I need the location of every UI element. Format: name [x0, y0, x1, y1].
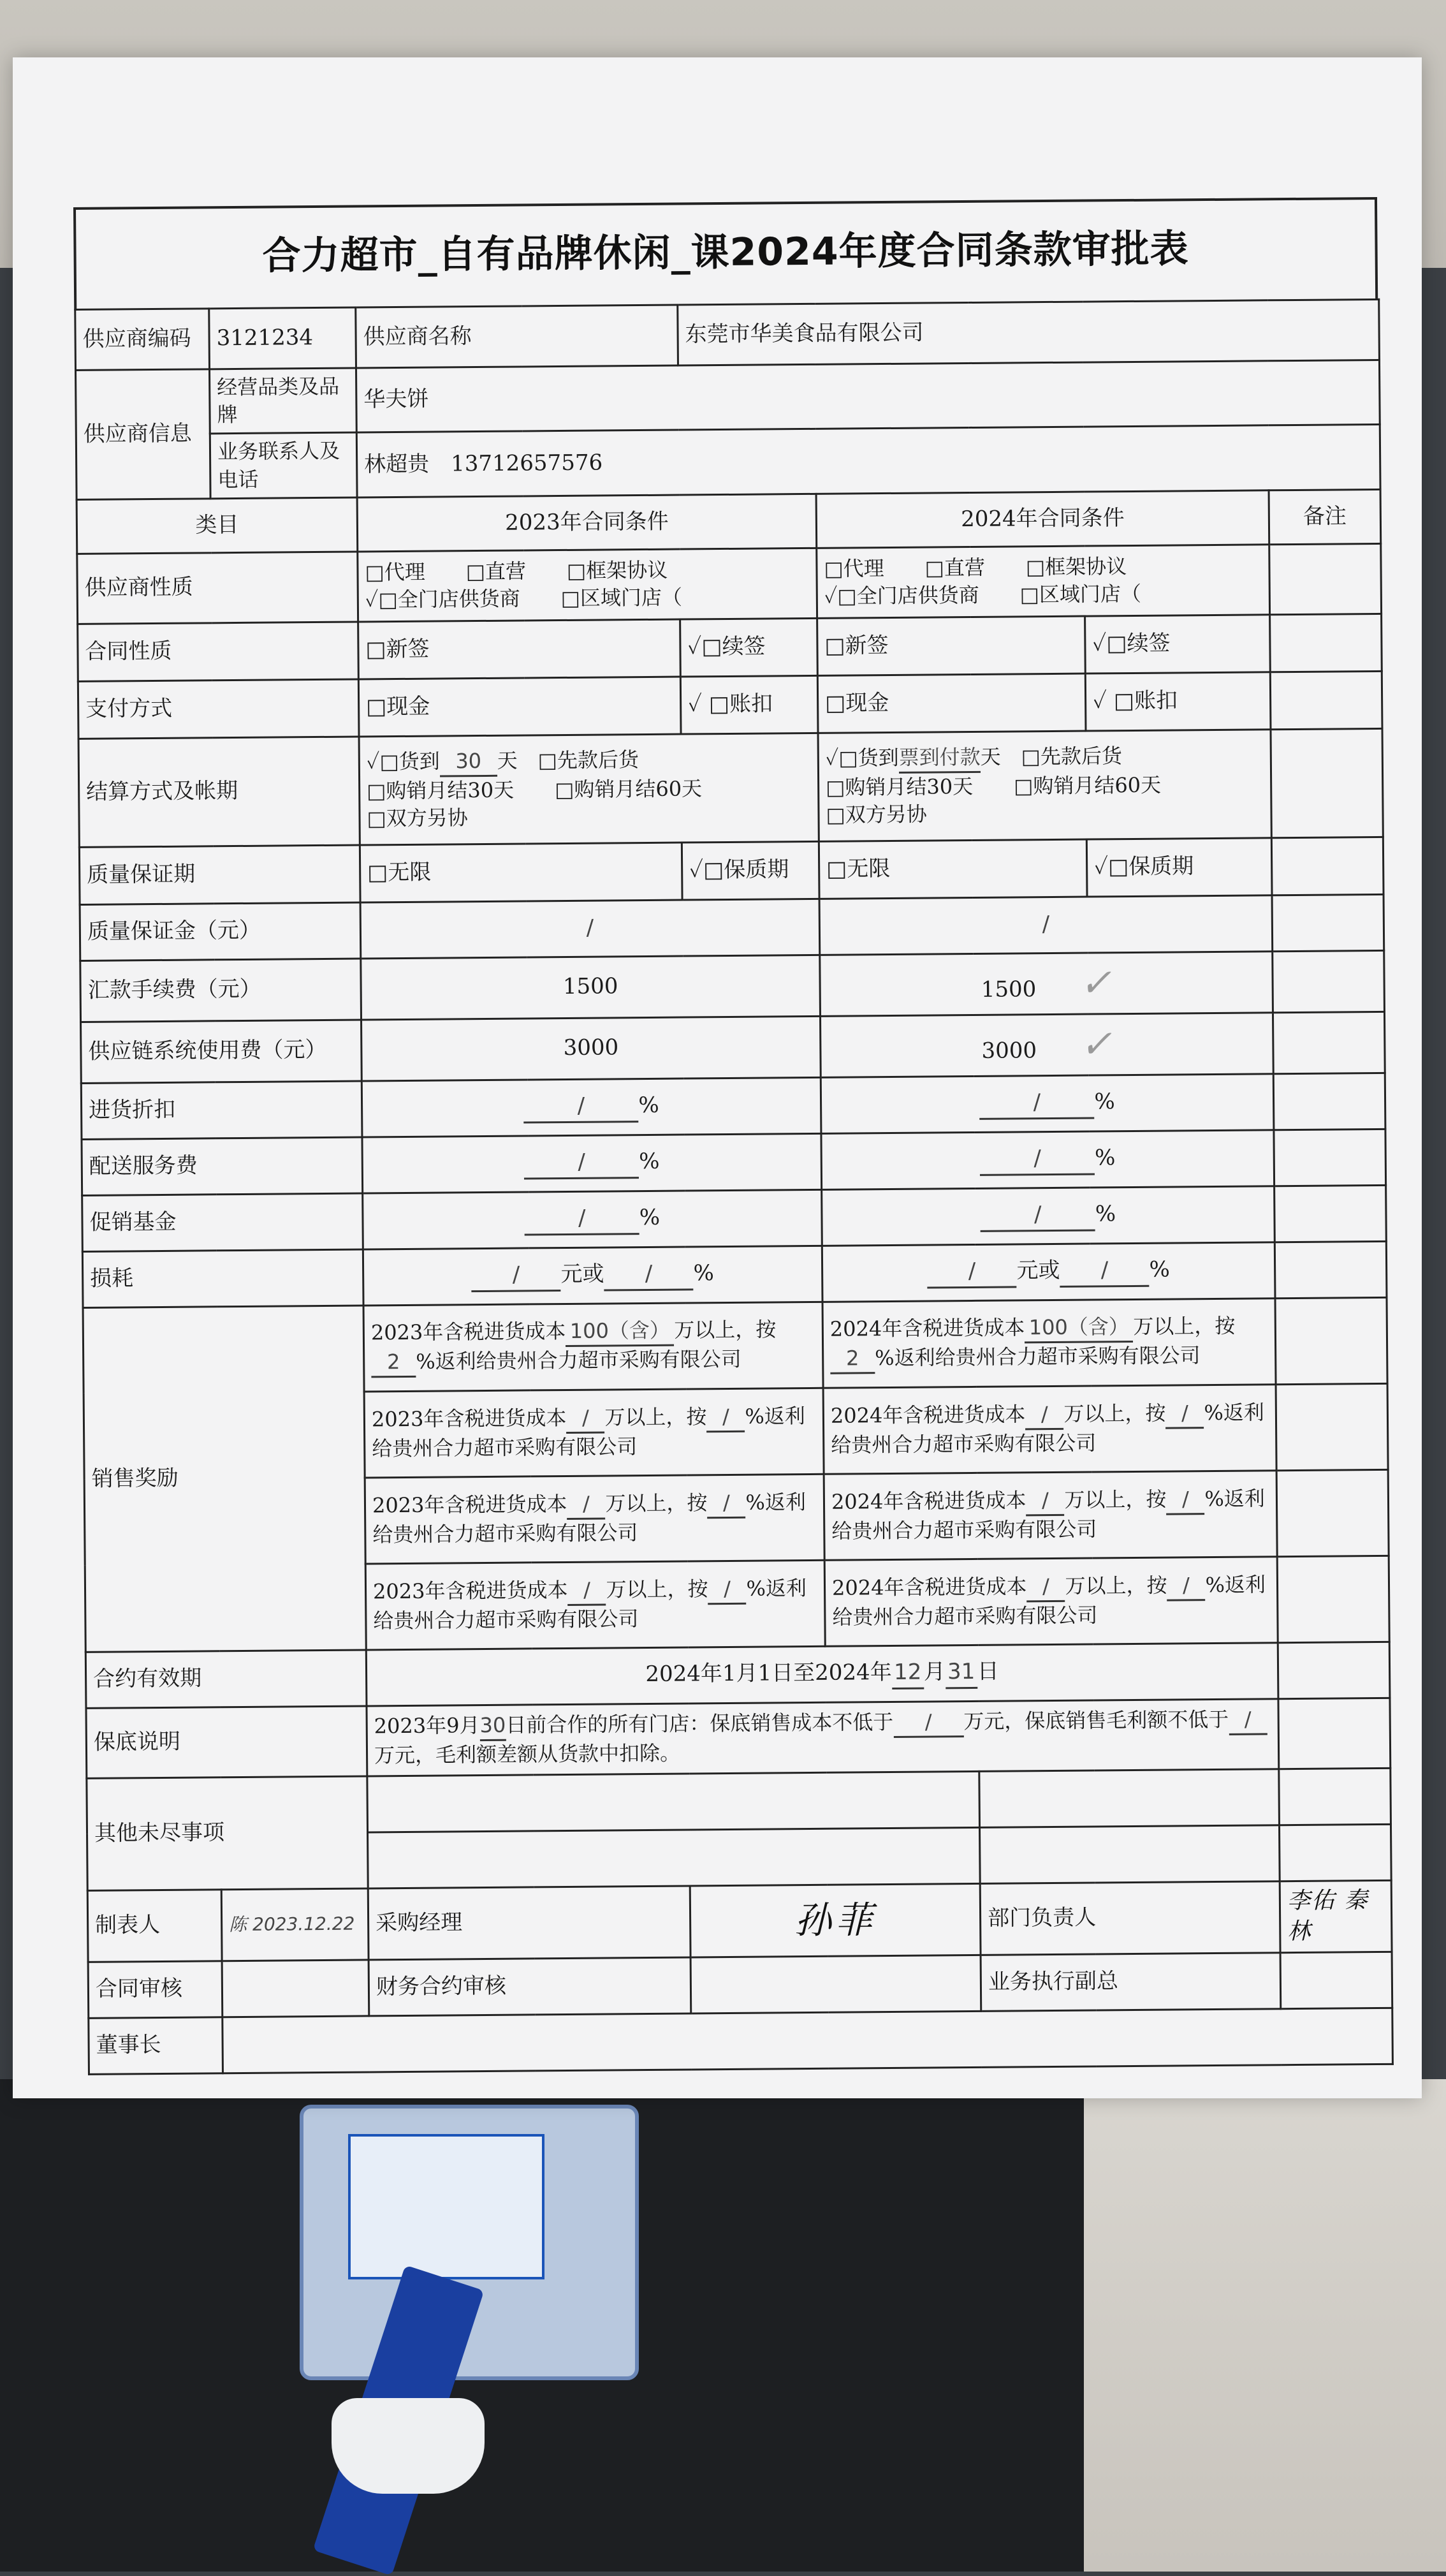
remark-cell	[1276, 1383, 1388, 1470]
form-title: 合力超市_自有品牌休闲_课2024年度合同条款审批表	[73, 197, 1378, 309]
settlement-2024-other: □双方另协	[826, 802, 927, 828]
tier2-2023-amount: /	[566, 1404, 604, 1434]
promo-fund-label: 促销基金	[82, 1193, 363, 1251]
tier1-2024-amount: 100（含）	[1025, 1313, 1133, 1344]
guarantee-pre: 2023年9月	[374, 1712, 480, 1738]
tier4-2024-pct: /	[1167, 1571, 1205, 1601]
settlement-2023-days: 30	[440, 747, 497, 777]
supplier-nature-label: 供应商性质	[77, 552, 358, 624]
loss-2024-blank1: /	[927, 1256, 1016, 1288]
remark-cell	[1279, 1824, 1391, 1881]
check-mark-icon: ✓	[1079, 1021, 1113, 1067]
tier1-2023-pre: 2023年含税进货成本	[370, 1318, 566, 1344]
tier2-2023-pct: /	[706, 1403, 745, 1433]
tier1-2024-mid: 万以上，按	[1133, 1313, 1236, 1339]
tier4-2023-post: %返利给贵州合力超市采购有限公司	[373, 1576, 807, 1633]
sales-reward-2024-tier3	[824, 1470, 1277, 1560]
remark-cell	[1276, 1469, 1389, 1556]
sales-reward-2023-tier1	[363, 1302, 823, 1392]
tier3-2023-pre: 2023年含税进货成本	[372, 1492, 567, 1518]
purchase-manager-signature: 孙菲	[690, 1883, 981, 1957]
guarantee-value	[367, 1698, 1279, 1776]
loss-2024	[822, 1242, 1275, 1302]
settlement-2023-goods: ✓□货到	[366, 749, 440, 774]
tier2-2023-mid: 万以上，按	[604, 1404, 707, 1430]
loss-2024-unit: %	[1149, 1256, 1170, 1283]
tier2-2024-post: %返利给贵州合力超市采购有限公司	[831, 1400, 1264, 1457]
warranty-unlimited-2024: □无限	[819, 839, 1087, 899]
promo-fund-2023	[363, 1189, 822, 1249]
supplier-code-label: 供应商编码	[75, 309, 210, 371]
remark-cell	[1274, 1241, 1387, 1298]
tier2-2024-mid: 万以上，按	[1063, 1401, 1166, 1426]
lanyard-clip	[332, 2398, 485, 2494]
contract-renew-2023: ✓□续签	[680, 618, 818, 677]
purchase-manager-label: 采购经理	[368, 1886, 690, 1960]
settlement-2024-monthly: □购销月结30天 □购销月结60天	[826, 772, 1162, 800]
settlement-2024-goods: ✓□货到	[825, 745, 899, 770]
other-matters-label: 其他未尽事项	[87, 1776, 368, 1890]
validity-text-mid: 月	[923, 1659, 946, 1685]
loss-2024-blank2: /	[1060, 1256, 1149, 1288]
tier1-2024-pre: 2024年含税进货成本	[829, 1314, 1025, 1341]
supplier-name-label: 供应商名称	[356, 305, 678, 368]
other-matters-cell	[979, 1769, 1280, 1827]
tier3-2024-post: %返利给贵州合力超市采购有限公司	[831, 1486, 1265, 1543]
sales-reward-2024-tier2	[823, 1384, 1276, 1474]
payment-cash-2024: □现金	[817, 673, 1086, 733]
validity-day: 31	[946, 1658, 977, 1689]
check-mark-icon: ✓	[1079, 960, 1112, 1006]
guarantee-blank2: /	[1229, 1705, 1267, 1735]
vp-cell	[1280, 1952, 1392, 2008]
settlement-2024-prepay: 天 □先款后货	[980, 744, 1123, 769]
remark-cell	[1270, 614, 1382, 672]
guarantee-mid: 日前合作的所有门店：保底销售成本不低于	[506, 1709, 894, 1737]
contract-nature-label: 合同性质	[78, 622, 359, 681]
chairman-cell	[223, 2008, 1393, 2073]
validity-text-pre: 2024年1月1日至2024年	[645, 1659, 892, 1687]
dept-head-signature: 李佑 秦林	[1280, 1880, 1392, 1953]
contact-value: 林超贵 13712657576	[356, 425, 1380, 497]
paper-sheet	[13, 57, 1422, 2098]
payment-account-2024: ✓ □账扣	[1085, 672, 1271, 731]
supplier-nature-2024-line2: ✓□全门店供货商 □区域门店（	[824, 582, 1142, 609]
delivery-fee-label: 配送服务费	[82, 1137, 363, 1195]
payment-account-2023: ✓ □账扣	[680, 675, 818, 734]
settlement-2024	[818, 730, 1271, 842]
contact-label: 业务联系人及电话	[210, 432, 357, 498]
tier4-2023-mid: 万以上，按	[606, 1577, 708, 1602]
background-floor	[1084, 2079, 1446, 2572]
remark-cell	[1270, 671, 1382, 729]
deposit-label: 质量保证金（元）	[80, 902, 361, 960]
id-badge	[300, 2105, 639, 2380]
remit-fee-2024: 1500	[981, 976, 1037, 1003]
approval-form	[73, 197, 1392, 2075]
validity-text-post: 日	[977, 1658, 999, 1684]
remark-cell	[1277, 1556, 1389, 1642]
other-matters-cell	[368, 1827, 981, 1888]
loss-2023	[363, 1246, 822, 1306]
supplier-nature-2023-line2: ✓□全门店供货商 □区域门店（	[365, 585, 683, 612]
delivery-fee-2024-blank: /	[980, 1144, 1095, 1175]
header-remark: 备注	[1269, 489, 1381, 544]
promo-fund-2024-unit: %	[1095, 1201, 1116, 1227]
delivery-fee-2023-blank: /	[524, 1147, 639, 1179]
scm-fee-2024: 3000	[981, 1037, 1037, 1064]
remit-fee-label: 汇款手续费（元）	[80, 959, 362, 1022]
loss-2023-blank1: /	[471, 1260, 560, 1292]
scm-fee-2023: 3000	[362, 1016, 821, 1081]
promo-fund-2024	[822, 1186, 1275, 1246]
payment-cash-2023: □现金	[358, 677, 681, 737]
loss-2023-unit: %	[693, 1260, 714, 1286]
tier1-2023-pct: 2	[371, 1348, 416, 1378]
tier3-2023-amount: /	[567, 1490, 605, 1520]
sales-reward-2023-tier4	[365, 1560, 825, 1650]
warranty-unlimited-2023: □无限	[360, 843, 682, 902]
remark-cell	[1279, 1768, 1391, 1825]
purchase-discount-label: 进货折扣	[81, 1081, 362, 1139]
tier2-2023-pre: 2023年含税进货成本	[371, 1406, 567, 1432]
warranty-shelf-2023: ✓□保质期	[682, 841, 819, 900]
remark-cell	[1278, 1698, 1391, 1769]
delivery-fee-2023-unit: %	[638, 1148, 660, 1174]
validity-label: 合约有效期	[85, 1650, 367, 1708]
deposit-2023: /	[360, 899, 820, 959]
settlement-2023-monthly: □购销月结30天 □购销月结60天	[367, 776, 703, 804]
dept-head-label: 部门负责人	[980, 1881, 1280, 1955]
contract-renew-2024: ✓□续签	[1085, 615, 1271, 673]
category-label: 经营品类及品牌	[210, 368, 357, 434]
supplier-name: 东莞市华美食品有限公司	[678, 299, 1380, 365]
purchase-discount-2024-blank: /	[979, 1087, 1094, 1119]
tier4-2024-post: %返利给贵州合力超市采购有限公司	[832, 1572, 1266, 1630]
settlement-label: 结算方式及帐期	[78, 737, 360, 847]
validity-value	[366, 1642, 1278, 1705]
tier3-2023-post: %返利给贵州合力超市采购有限公司	[372, 1490, 807, 1547]
remark-cell	[1272, 894, 1384, 951]
purchase-discount-2023	[362, 1077, 821, 1137]
promo-fund-2024-blank: /	[981, 1200, 1095, 1232]
remark-cell	[1273, 1073, 1385, 1130]
tier4-2023-pct: /	[708, 1575, 746, 1605]
settlement-2023	[359, 733, 819, 845]
form-table	[74, 298, 1394, 2075]
remit-fee-2024-cell	[820, 952, 1273, 1017]
tier4-2023-amount: /	[567, 1577, 606, 1607]
tier2-2024-pre: 2024年含税进货成本	[830, 1402, 1026, 1428]
supplier-nature-2023	[358, 548, 817, 622]
purchase-discount-2023-blank: /	[523, 1091, 638, 1123]
guarantee-label: 保底说明	[86, 1706, 367, 1778]
contract-review-label: 合同审核	[88, 1961, 223, 2019]
maker-label: 制表人	[87, 1890, 222, 1962]
tier1-2024-post: %返利给贵州合力超市采购有限公司	[875, 1343, 1201, 1370]
warranty-shelf-2024: ✓□保质期	[1086, 838, 1272, 897]
guarantee-day: 30	[479, 1711, 506, 1741]
settlement-2024-days: 票到付款	[899, 744, 981, 774]
supplier-nature-2024-line1: □代理 □直营 □框架协议	[824, 554, 1127, 581]
settlement-2023-prepay: 天 □先款后货	[497, 747, 639, 773]
remark-cell	[1273, 1012, 1385, 1073]
tier1-2023-mid: 万以上，按	[674, 1316, 777, 1343]
scm-fee-2024-cell	[820, 1013, 1273, 1078]
loss-2024-or: 元或	[1016, 1257, 1060, 1284]
header-2023: 2023年合同条件	[357, 494, 817, 552]
sales-reward-label: 销售奖励	[83, 1306, 366, 1652]
other-matters-cell	[367, 1771, 980, 1832]
deposit-2024: /	[819, 895, 1273, 955]
tier3-2024-pct: /	[1166, 1485, 1204, 1515]
tier1-2024-pct: 2	[830, 1344, 875, 1374]
sales-reward-2023-tier3	[365, 1474, 824, 1564]
header-2024: 2024年合同条件	[816, 490, 1269, 548]
contract-new-2024: □新签	[817, 616, 1086, 675]
remark-cell	[1273, 950, 1385, 1012]
remark-cell	[1274, 1129, 1386, 1186]
remark-cell	[1269, 543, 1382, 614]
tier2-2024-amount: /	[1025, 1401, 1063, 1431]
tier3-2024-mid: 万以上，按	[1064, 1487, 1167, 1512]
scm-fee-label: 供应链系统使用费（元）	[81, 1020, 362, 1083]
supplier-info-label: 供应商信息	[76, 369, 211, 499]
tier1-2023-amount: 100（含）	[566, 1316, 674, 1347]
loss-label: 损耗	[82, 1249, 363, 1307]
guarantee-mid2: 万元，保底销售毛利额不低于	[963, 1707, 1229, 1733]
guarantee-blank1: /	[893, 1708, 963, 1738]
contract-new-2023: □新签	[358, 619, 681, 679]
vp-label: 业务执行副总	[981, 1953, 1281, 2012]
tier3-2024-amount: /	[1026, 1487, 1064, 1517]
loss-2023-blank2: /	[604, 1259, 693, 1291]
maker-signature: 陈 2023.12.22	[221, 1888, 369, 1961]
tier4-2023-pre: 2023年含税进货成本	[372, 1578, 568, 1604]
remark-cell	[1271, 728, 1383, 837]
badge-card	[348, 2134, 544, 2279]
header-category: 类目	[77, 497, 358, 554]
delivery-fee-2023	[362, 1133, 822, 1193]
purchase-discount-2023-unit: %	[638, 1092, 659, 1118]
finance-review-cell	[690, 1955, 981, 2013]
delivery-fee-2024	[821, 1130, 1274, 1190]
tier1-2023-post: %返利给贵州合力超市采购有限公司	[416, 1346, 741, 1374]
warranty-label: 质量保证期	[79, 845, 360, 904]
tier4-2024-mid: 万以上，按	[1065, 1573, 1167, 1598]
remark-cell	[1271, 837, 1384, 895]
category-value: 华夫饼	[356, 360, 1380, 432]
remark-cell	[1278, 1642, 1390, 1698]
remark-cell	[1274, 1185, 1387, 1242]
remit-fee-2023: 1500	[361, 955, 821, 1020]
contract-review-cell	[222, 1960, 369, 2017]
tier4-2024-pre: 2024年含税进货成本	[831, 1574, 1027, 1600]
promo-fund-2023-unit: %	[639, 1204, 661, 1230]
tier4-2024-amount: /	[1026, 1573, 1065, 1603]
sales-reward-2023-tier2	[364, 1388, 824, 1478]
other-matters-cell	[979, 1825, 1280, 1883]
purchase-discount-2024	[821, 1074, 1274, 1134]
tier2-2024-pct: /	[1165, 1399, 1204, 1429]
settlement-2023-other: □双方另协	[367, 806, 468, 831]
tier3-2023-mid: 万以上，按	[605, 1490, 708, 1516]
delivery-fee-2024-unit: %	[1094, 1145, 1116, 1171]
finance-review-label: 财务合约审核	[369, 1957, 691, 2016]
tier2-2023-post: %返利给贵州合力超市采购有限公司	[372, 1404, 805, 1461]
supplier-nature-2023-line1: □代理 □直营 □框架协议	[365, 557, 668, 585]
validity-month: 12	[892, 1658, 924, 1689]
payment-label: 支付方式	[78, 679, 359, 739]
tier3-2024-pre: 2024年含税进货成本	[831, 1488, 1026, 1514]
tier3-2023-pct: /	[707, 1489, 745, 1519]
sales-reward-2024-tier1	[822, 1298, 1276, 1388]
supplier-nature-2024	[817, 545, 1270, 619]
chairman-label: 董事长	[89, 2017, 223, 2075]
sales-reward-2024-tier4	[824, 1556, 1278, 1646]
guarantee-post: 万元，毛利额差额从货款中扣除。	[374, 1741, 681, 1768]
promo-fund-2023-blank: /	[525, 1203, 639, 1235]
remark-cell	[1275, 1297, 1387, 1384]
supplier-code: 3121234	[209, 307, 356, 369]
purchase-discount-2024-unit: %	[1094, 1089, 1115, 1115]
loss-2023-or: 元或	[560, 1261, 604, 1287]
